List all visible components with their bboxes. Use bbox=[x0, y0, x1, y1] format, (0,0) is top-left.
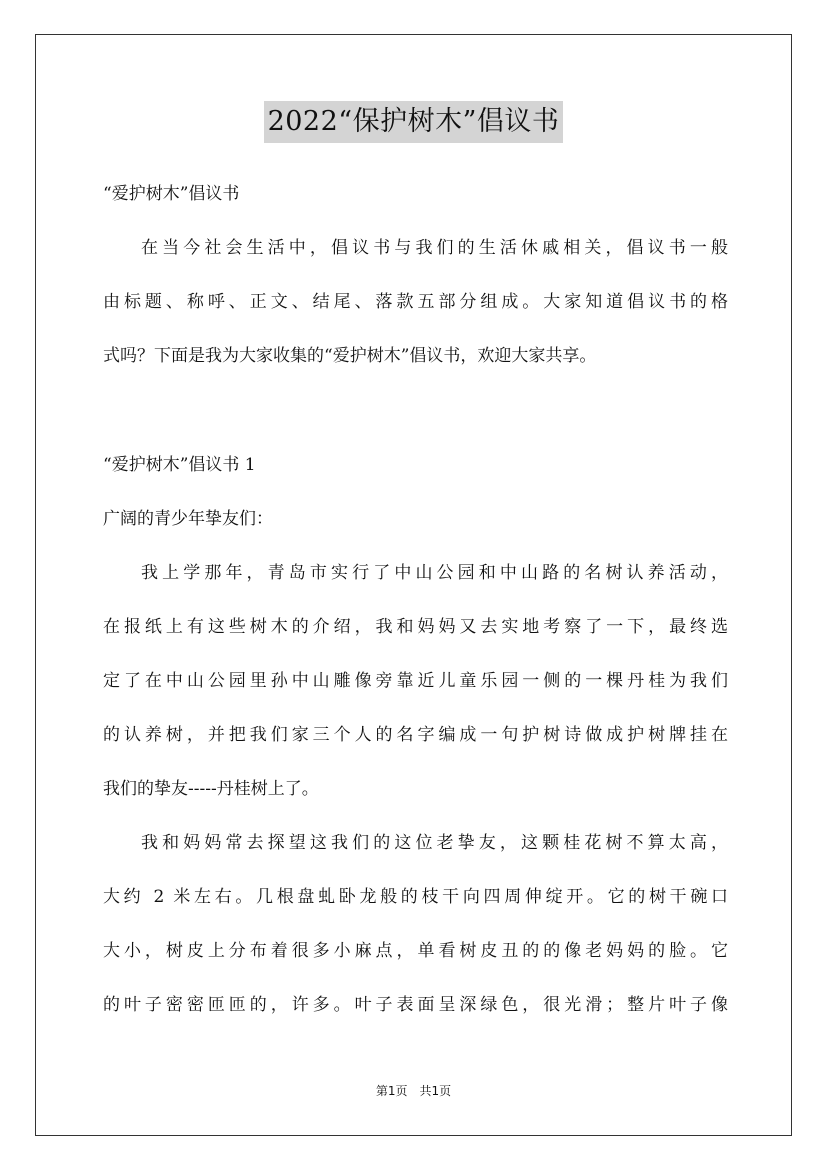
paragraph2-line-1: 我和妈妈常去探望这我们的这位老挚友，这颗桂花树不算太高， bbox=[141, 833, 728, 853]
document-title: 2022“保护树木”倡议书 bbox=[264, 101, 564, 143]
intro-line-3: 式吗？下面是我为大家收集的“爱护树木”倡议书，欢迎大家共享。 bbox=[103, 346, 597, 366]
intro-line-1: 在当今社会生活中，倡议书与我们的生活休戚相关，倡议书一般 bbox=[141, 238, 728, 258]
document-subtitle: “爱护树木”倡议书 bbox=[103, 184, 240, 204]
paragraph2-line-4: 的叶子密密匝匝的，许多。叶子表面呈深绿色，很光滑；整片叶子像 bbox=[103, 995, 728, 1015]
paragraph2-line-3: 大小，树皮上分布着很多小麻点，单看树皮丑的的像老妈妈的脸。它 bbox=[103, 941, 728, 961]
paragraph1-line-5: 我们的挚友-----丹桂树上了。 bbox=[103, 779, 319, 799]
section-heading: “爱护树木”倡议书 1 bbox=[103, 455, 256, 475]
intro-line-2: 由标题、称呼、正文、结尾、落款五部分组成。大家知道倡议书的格 bbox=[103, 292, 728, 312]
paragraph1-line-2: 在报纸上有这些树木的介绍，我和妈妈又去实地考察了一下，最终选 bbox=[103, 617, 728, 637]
paragraph2-line-2: 大约 2 米左右。几根盘虬卧龙般的枝干向四周伸绽开。它的树干碗口 bbox=[103, 887, 728, 907]
paragraph1-line-1: 我上学那年，青岛市实行了中山公园和中山路的名树认养活动， bbox=[141, 563, 728, 583]
paragraph1-line-4: 的认养树，并把我们家三个人的名字编成一句护树诗做成护树牌挂在 bbox=[103, 725, 728, 745]
paragraph1-line-3: 定了在中山公园里孙中山雕像旁靠近儿童乐园一侧的一棵丹桂为我们 bbox=[103, 671, 728, 691]
document-title-block bbox=[0, 100, 827, 143]
page-number: 第1页 共1页 bbox=[375, 1084, 452, 1098]
salutation: 广阔的青少年挚友们： bbox=[103, 509, 273, 529]
